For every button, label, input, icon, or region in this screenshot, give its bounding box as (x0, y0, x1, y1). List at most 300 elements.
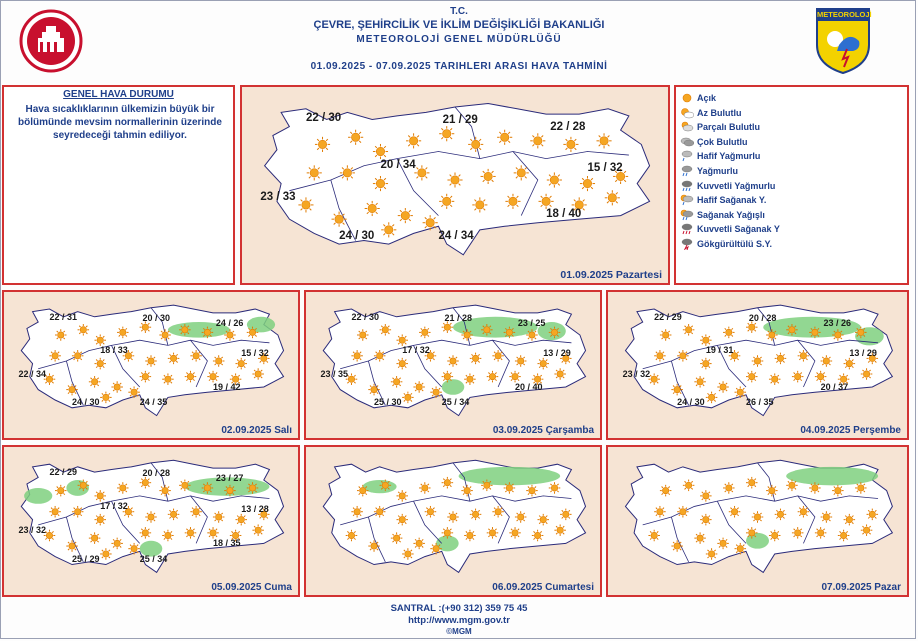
temperature-label: 24 / 26 (215, 318, 244, 329)
sun-icon (815, 371, 827, 383)
sun-icon (89, 532, 101, 544)
temperature-label: 20 / 28 (142, 468, 171, 479)
legend-item (680, 193, 766, 207)
sun-icon (677, 506, 689, 518)
map-date-caption: 01.09.2025 Pazartesi (560, 269, 662, 281)
forecast-map-day-6 (304, 445, 602, 597)
temperature-label: 17 / 32 (402, 345, 430, 356)
sun-icon (368, 540, 380, 552)
sun-icon (766, 485, 778, 497)
sun-icon (368, 384, 380, 396)
temperature-label: 24 / 35 (139, 397, 168, 408)
sun-icon (49, 350, 61, 362)
sun-icon (202, 327, 214, 339)
sun-icon (769, 530, 781, 542)
sun-icon (700, 358, 712, 370)
thunder-icon (680, 238, 694, 250)
sun-icon (235, 514, 247, 526)
sun-icon (78, 324, 90, 336)
legend-label: Yağmurlu (697, 166, 739, 176)
temperature-label: 13 / 29 (849, 348, 877, 358)
sun-icon (252, 368, 264, 380)
sun-icon (654, 506, 666, 518)
sun-icon (680, 92, 694, 104)
general-weather-text: Hava sıcaklıklarının ülkemizin büyük bir bölümünde mevsim normallerinin üzerinde seyredeceği tahmin ediliyor. (18, 104, 222, 141)
legend-item (680, 106, 742, 120)
legend-item (680, 179, 775, 193)
sun-icon (706, 392, 718, 404)
sun-icon (492, 350, 504, 362)
legend-item (680, 222, 780, 236)
sun-icon (526, 329, 538, 341)
sun-icon (413, 538, 425, 550)
sun-icon (729, 506, 741, 518)
sun-icon (775, 509, 787, 521)
temperature-label: 18 / 40 (546, 208, 582, 221)
sun-icon (398, 208, 413, 223)
footer-url[interactable]: http://www.mgm.gov.tr (408, 615, 510, 626)
sun-icon (94, 490, 106, 502)
sun-icon (515, 355, 527, 367)
map-date-caption: 06.09.2025 Cumartesi (492, 582, 594, 593)
sun-icon (396, 358, 408, 370)
sun-icon (832, 485, 844, 497)
sun-icon (357, 485, 369, 497)
sun-icon (461, 329, 473, 341)
sun-icon (505, 194, 520, 209)
sun-icon (492, 506, 504, 518)
sun-icon (694, 532, 706, 544)
sun-icon (381, 222, 396, 237)
temperature-label: 22 / 30 (305, 112, 342, 125)
sun-icon (396, 514, 408, 526)
sun-icon (549, 482, 561, 494)
sun-icon (396, 490, 408, 502)
temperature-label: 26 / 35 (746, 397, 774, 408)
sun-icon (247, 482, 259, 494)
sun-icon (832, 329, 844, 341)
light-rain-icon (680, 150, 694, 162)
sun-icon (414, 165, 429, 180)
sun-icon (224, 485, 236, 497)
sun-icon (700, 334, 712, 346)
sun-icon (307, 165, 322, 180)
sun-icon (78, 480, 90, 492)
sun-icon (497, 130, 512, 145)
sun-icon (185, 527, 197, 539)
sun-icon (481, 324, 493, 336)
temperature-label: 24 / 30 (677, 397, 705, 408)
sun-icon (373, 144, 388, 159)
temperature-label: 25 / 34 (139, 553, 168, 564)
sun-icon (140, 527, 152, 539)
header-directorate: METEOROLOJİ GENEL MÜDÜRLÜĞÜ (356, 34, 562, 45)
legend-label: Az Bulutlu (697, 107, 742, 118)
sun-icon (683, 324, 695, 336)
sun-icon (605, 190, 620, 205)
sun-icon (717, 538, 729, 550)
sun-icon (346, 530, 358, 542)
sun-icon (128, 543, 140, 555)
sun-icon (72, 506, 84, 518)
sun-icon (423, 215, 438, 230)
sun-icon (752, 355, 764, 367)
sun-icon (867, 509, 879, 521)
rain-area (363, 480, 397, 493)
sun-icon (89, 376, 101, 388)
sun-icon (406, 133, 421, 148)
legend-item (680, 135, 748, 149)
sun-icon (190, 350, 202, 362)
sun-icon (49, 506, 61, 518)
sun-icon (111, 381, 123, 393)
sun-icon (357, 329, 369, 341)
sun-icon (472, 197, 487, 212)
sun-icon (537, 358, 549, 370)
temperature-label: 23 / 33 (260, 190, 296, 203)
sun-icon (419, 482, 431, 494)
heavy-shower-icon (680, 223, 694, 235)
sun-icon (855, 327, 867, 339)
sun-icon (809, 327, 821, 339)
sun-icon (532, 530, 544, 542)
legend-item (680, 208, 765, 222)
sun-icon (425, 506, 437, 518)
temperature-label: 20 / 40 (515, 381, 543, 392)
sun-icon (504, 327, 516, 339)
sun-icon (159, 329, 171, 341)
temperature-label: 19 / 31 (705, 345, 734, 356)
temperature-label: 20 / 30 (142, 312, 171, 323)
sun-icon (55, 485, 67, 497)
sun-icon (660, 329, 672, 341)
sun-icon (140, 321, 152, 333)
map-date-caption: 05.09.2025 Cuma (211, 582, 292, 593)
sun-icon (213, 355, 225, 367)
sun-icon (504, 482, 516, 494)
sun-icon (844, 514, 856, 526)
light-shower-icon (680, 194, 694, 206)
sun-icon (391, 532, 403, 544)
sun-icon (447, 355, 459, 367)
few-clouds-icon (680, 107, 694, 119)
temperature-label: 25 / 30 (374, 397, 402, 408)
sun-icon (351, 350, 363, 362)
sun-icon (461, 485, 473, 497)
footer-phone: SANTRAL :(+90 312) 359 75 45 (390, 603, 528, 614)
sun-icon (100, 548, 112, 560)
forecast-map-day-4 (606, 290, 909, 440)
sun-icon (539, 194, 554, 209)
sun-icon (247, 327, 259, 339)
sun-icon (844, 358, 856, 370)
sun-icon (746, 527, 758, 539)
sun-icon (100, 392, 112, 404)
sun-icon (671, 540, 683, 552)
sun-icon (537, 514, 549, 526)
temperature-label: 18 / 35 (213, 538, 241, 549)
temperature-label: 22 / 34 (18, 368, 46, 379)
temperature-label: 23 / 32 (18, 524, 46, 535)
sun-icon (332, 212, 347, 227)
rain-area (442, 379, 465, 395)
sun-icon (815, 527, 827, 539)
temperature-label: 24 / 30 (339, 229, 375, 242)
forecast-map-day-5 (2, 445, 300, 597)
sun-icon (798, 506, 810, 518)
legend-item (680, 120, 760, 134)
sun-icon (365, 201, 380, 216)
legend-label: Kuvvetli Sağanak Y (697, 224, 780, 235)
sun-icon (159, 485, 171, 497)
sun-icon (809, 482, 821, 494)
header-tc: T.C. (450, 6, 468, 17)
sun-icon (298, 197, 313, 212)
cloudy-icon (680, 136, 694, 148)
legend-item (680, 237, 772, 251)
sun-icon (752, 511, 764, 523)
sun-icon (374, 506, 386, 518)
sun-icon (554, 524, 566, 536)
general-weather-panel (2, 85, 235, 285)
temperature-label: 13 / 29 (543, 348, 571, 358)
turkey-map (608, 447, 907, 595)
forecast-map-day-7 (606, 445, 909, 597)
sun-icon (373, 176, 388, 191)
sun-icon (514, 165, 529, 180)
sun-icon (798, 350, 810, 362)
sun-icon (402, 392, 414, 404)
sun-icon (706, 548, 718, 560)
temperature-label: 22 / 31 (49, 311, 77, 322)
legend-label: Sağanak Yağışlı (697, 209, 765, 220)
sun-icon (700, 490, 712, 502)
temperature-label: 24 / 30 (72, 397, 100, 408)
sun-icon (694, 376, 706, 388)
legend-label: Hafif Yağmurlu (697, 151, 761, 162)
sun-icon (671, 384, 683, 396)
sun-icon (430, 386, 442, 398)
sun-icon (111, 538, 123, 550)
heavy-rain-icon (680, 180, 694, 192)
rain-area (786, 467, 878, 485)
sun-icon (723, 327, 735, 339)
sun-icon (117, 327, 129, 339)
sun-icon (509, 371, 521, 383)
sun-icon (838, 530, 850, 542)
sun-icon (430, 543, 442, 555)
sun-icon (481, 480, 493, 492)
sun-icon (202, 482, 214, 494)
legend-label: Çok Bulutlu (697, 136, 748, 147)
temperature-label: 17 / 32 (100, 501, 128, 512)
sun-icon (549, 327, 561, 339)
sun-icon (563, 137, 578, 152)
temperature-label: 20 / 28 (748, 312, 777, 323)
map-date-caption: 02.09.2025 Salı (221, 425, 292, 436)
temperature-label: 15 / 32 (241, 348, 269, 358)
legend-item (680, 149, 760, 163)
turkey-map (306, 447, 600, 595)
general-weather-title: GENEL HAVA DURUMU (63, 89, 174, 100)
sun-icon (235, 358, 247, 370)
sun-icon (179, 324, 191, 336)
temperature-label: 23 / 32 (622, 368, 651, 379)
sun-icon (464, 373, 476, 385)
sun-icon (746, 321, 758, 333)
sun-icon (786, 480, 798, 492)
sun-icon (464, 530, 476, 542)
legend-label: Gökgürültülü S.Y. (697, 239, 773, 249)
sun-icon (190, 506, 202, 518)
sun-icon (224, 329, 236, 341)
temperature-label: 23 / 25 (517, 318, 546, 329)
sun-icon (660, 485, 672, 497)
header-date-range: 01.09.2025 - 07.09.2025 TARIHLERI ARASI HAVA TAHMİNİ (310, 61, 608, 72)
sun-icon (162, 530, 174, 542)
temperature-label: 20 / 34 (380, 158, 416, 171)
sun-icon (55, 329, 67, 341)
header-ministry: ÇEVRE, ŞEHİRCİLİK VE İKLİM DEĞİŞİKLİĞİ BAKANLIĞI (313, 19, 605, 31)
sun-icon (526, 485, 538, 497)
forecast-map-day-2 (2, 290, 300, 440)
sun-icon (468, 137, 483, 152)
sun-icon (340, 165, 355, 180)
forecast-map-day-3 (304, 290, 602, 440)
sun-icon (861, 368, 873, 380)
temperature-label: 23 / 35 (320, 368, 348, 379)
sun-icon (348, 130, 363, 145)
sun-icon (396, 334, 408, 346)
sun-icon (168, 509, 180, 521)
temperature-label: 22 / 29 (49, 466, 77, 477)
sun-icon (94, 334, 106, 346)
temperature-label: 13 / 28 (241, 503, 269, 514)
sun-icon (515, 511, 527, 523)
sun-icon (117, 482, 129, 494)
temperature-label: 25 / 29 (72, 553, 100, 564)
sun-icon (560, 509, 572, 521)
footer-copyright: ©MGM (446, 627, 472, 636)
sun-icon (648, 373, 660, 385)
sun-icon (723, 482, 735, 494)
sun-icon (66, 540, 78, 552)
legend-item (680, 91, 716, 105)
sun-icon (746, 477, 758, 489)
sun-icon (252, 524, 264, 536)
sun-icon (481, 169, 496, 184)
sun-icon (654, 350, 666, 362)
sun-icon (168, 353, 180, 365)
shower-icon (680, 209, 694, 221)
map-date-caption: 03.09.2025 Çarşamba (492, 425, 594, 436)
sun-icon (766, 329, 778, 341)
meteoroloji-logo-text: METEOROLOJİ (817, 10, 872, 19)
sun-icon (677, 350, 689, 362)
temperature-label: 19 / 42 (213, 381, 241, 392)
sun-icon (179, 480, 191, 492)
temperature-label: 20 / 37 (820, 381, 849, 392)
temperature-label: 24 / 34 (438, 229, 474, 242)
temperature-label: 23 / 26 (823, 318, 852, 329)
sun-icon (374, 350, 386, 362)
sun-icon (580, 176, 595, 191)
legend-label: Hafif Sağanak Y. (697, 195, 767, 206)
sun-icon (554, 368, 566, 380)
sun-icon (648, 530, 660, 542)
temperature-label: 21 / 29 (442, 114, 478, 127)
legend-item (680, 164, 738, 178)
sun-icon (94, 358, 106, 370)
temperature-label: 22 / 29 (654, 311, 682, 322)
sun-icon (380, 480, 392, 492)
rain-area (24, 488, 52, 504)
sun-icon (380, 324, 392, 336)
map-date-caption: 04.09.2025 Perşembe (800, 425, 901, 436)
sun-icon (351, 506, 363, 518)
temperature-label: 23 / 27 (215, 473, 244, 484)
sun-icon (470, 353, 482, 365)
sun-icon (596, 133, 611, 148)
sun-icon (442, 477, 454, 489)
temperature-label: 22 / 28 (550, 121, 586, 134)
sun-icon (72, 350, 84, 362)
sun-icon (700, 514, 712, 526)
legend-panel (674, 85, 909, 285)
sun-icon (66, 384, 78, 396)
sun-icon (487, 371, 499, 383)
meteoroloji-logo (813, 5, 873, 75)
sun-icon (683, 480, 695, 492)
sun-icon (861, 524, 873, 536)
forecast-map-day-1 (240, 85, 670, 285)
temperature-label: 15 / 32 (587, 162, 623, 175)
sun-icon (447, 511, 459, 523)
sun-icon (213, 511, 225, 523)
temperature-label: 21 / 28 (444, 312, 473, 323)
sun-icon (128, 386, 140, 398)
sun-icon (140, 477, 152, 489)
temperature-label: 18 / 33 (100, 345, 128, 356)
temperature-label: 25 / 34 (441, 397, 470, 408)
sun-icon (402, 548, 414, 560)
sun-icon (735, 543, 747, 555)
sun-icon (207, 527, 219, 539)
sun-icon (792, 371, 804, 383)
sun-icon (145, 355, 157, 367)
sun-icon (775, 353, 787, 365)
rain-icon (680, 165, 694, 177)
sun-icon (792, 527, 804, 539)
sun-icon (855, 482, 867, 494)
sun-icon (442, 527, 454, 539)
sun-icon (185, 371, 197, 383)
sun-icon (735, 386, 747, 398)
temperature-label: 22 / 30 (351, 311, 379, 322)
sun-icon (717, 381, 729, 393)
sun-icon (439, 126, 454, 141)
sun-icon (487, 527, 499, 539)
sun-icon (530, 133, 545, 148)
sun-icon (207, 371, 219, 383)
sun-icon (162, 373, 174, 385)
sun-icon (439, 194, 454, 209)
sun-icon (746, 371, 758, 383)
sun-icon (786, 324, 798, 336)
sun-icon (413, 381, 425, 393)
sun-icon (442, 321, 454, 333)
sun-icon (94, 514, 106, 526)
